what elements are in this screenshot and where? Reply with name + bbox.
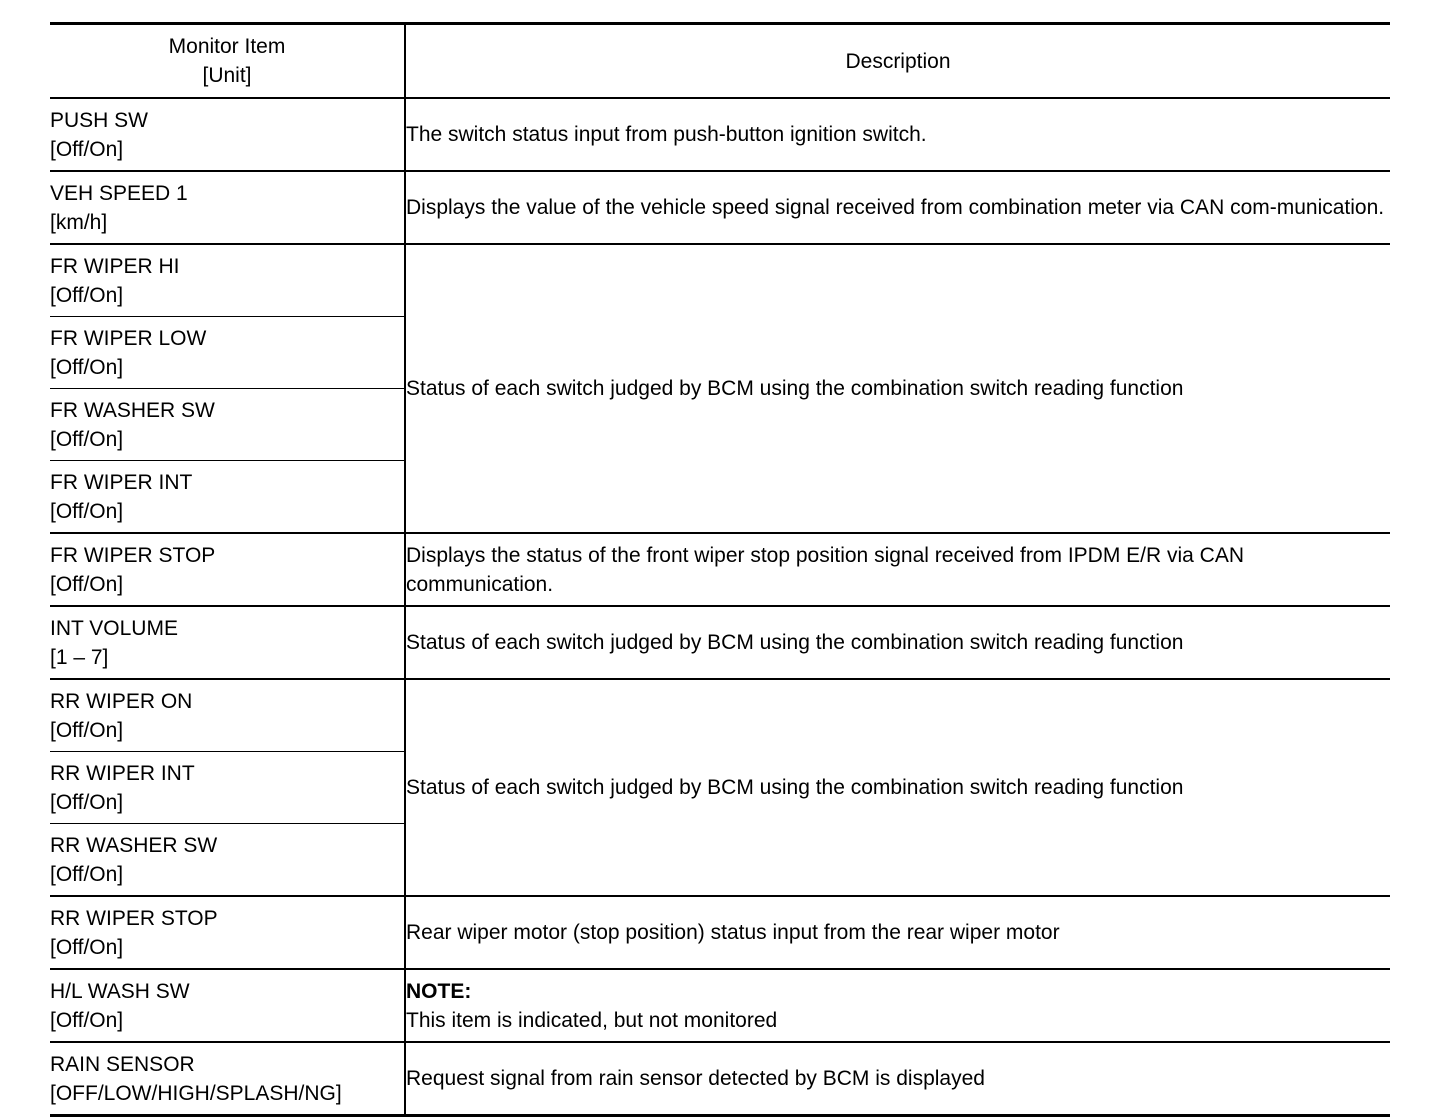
description-cell: Rear wiper motor (stop position) status input from the rear wiper motor xyxy=(405,896,1390,969)
monitor-item-cell xyxy=(50,969,405,1042)
table-row xyxy=(50,679,1390,752)
item-name: FR WIPER LOW xyxy=(50,326,207,350)
item-unit: [Off/On] xyxy=(50,427,124,451)
item-unit: [Off/On] xyxy=(50,790,124,814)
item-name: VEH SPEED 1 xyxy=(50,181,188,205)
item-name: RR WIPER STOP xyxy=(50,906,218,930)
monitor-item-cell xyxy=(50,533,405,606)
item-name: RR WASHER SW xyxy=(50,833,218,857)
item-name: FR WASHER SW xyxy=(50,398,215,422)
table-row xyxy=(50,969,1390,1042)
item-name: FR WIPER INT xyxy=(50,470,193,494)
item-name: FR WIPER HI xyxy=(50,254,180,278)
item-name: H/L WASH SW xyxy=(50,979,190,1003)
description-cell: Status of each switch judged by BCM using the combination switch reading function xyxy=(405,244,1390,533)
item-unit: [1 – 7] xyxy=(50,645,109,669)
item-name: INT VOLUME xyxy=(50,616,178,640)
note-text: This item is indicated, but not monitored xyxy=(406,1008,778,1032)
description-cell xyxy=(405,969,1390,1042)
item-unit: [Off/On] xyxy=(50,718,124,742)
item-unit: [Off/On] xyxy=(50,572,124,596)
item-name: PUSH SW xyxy=(50,108,149,132)
monitor-item-cell xyxy=(50,824,405,897)
description-cell: Displays the value of the vehicle speed signal received from combination meter via CAN com-munication. xyxy=(405,171,1390,244)
table-row xyxy=(50,171,1390,244)
monitor-item-table xyxy=(50,22,1390,1117)
item-unit: [Off/On] xyxy=(50,283,124,307)
monitor-item-cell xyxy=(50,679,405,752)
table-row xyxy=(50,1042,1390,1116)
description-cell: Displays the status of the front wiper stop position signal received from IPDM E/R via CAN communication. xyxy=(405,533,1390,606)
header-monitor-item xyxy=(50,24,405,99)
description-cell: Status of each switch judged by BCM using the combination switch reading function xyxy=(405,679,1390,896)
table-header-row xyxy=(50,24,1390,99)
header-unit-label: [Unit] xyxy=(202,64,252,87)
table-row xyxy=(50,244,1390,317)
monitor-item-cell xyxy=(50,896,405,969)
monitor-item-cell xyxy=(50,389,405,461)
item-unit: [OFF/LOW/HIGH/SPLASH/NG] xyxy=(50,1081,342,1105)
monitor-item-cell xyxy=(50,171,405,244)
description-cell: Status of each switch judged by BCM using the combination switch reading function xyxy=(405,606,1390,679)
item-name: RR WIPER INT xyxy=(50,761,195,785)
monitor-item-cell xyxy=(50,461,405,534)
monitor-item-cell xyxy=(50,244,405,317)
item-unit: [km/h] xyxy=(50,210,108,234)
header-description: Description xyxy=(405,24,1390,99)
item-name: RR WIPER ON xyxy=(50,689,193,713)
description-cell: The switch status input from push-button ignition switch. xyxy=(405,98,1390,171)
monitor-item-cell xyxy=(50,752,405,824)
description-cell: Request signal from rain sensor detected by BCM is displayed xyxy=(405,1042,1390,1116)
table-row xyxy=(50,98,1390,171)
item-unit: [Off/On] xyxy=(50,355,124,379)
monitor-item-cell xyxy=(50,1042,405,1116)
header-item-label: Monitor Item xyxy=(168,35,286,58)
table-row xyxy=(50,533,1390,606)
item-unit: [Off/On] xyxy=(50,935,124,959)
monitor-item-cell xyxy=(50,317,405,389)
table-row xyxy=(50,606,1390,679)
item-name: FR WIPER STOP xyxy=(50,543,216,567)
item-unit: [Off/On] xyxy=(50,137,124,161)
item-name: RAIN SENSOR xyxy=(50,1052,195,1076)
item-unit: [Off/On] xyxy=(50,862,124,886)
monitor-item-cell xyxy=(50,98,405,171)
monitor-item-cell xyxy=(50,606,405,679)
note-label: NOTE: xyxy=(406,979,472,1003)
table-row xyxy=(50,896,1390,969)
item-unit: [Off/On] xyxy=(50,499,124,523)
item-unit: [Off/On] xyxy=(50,1008,124,1032)
